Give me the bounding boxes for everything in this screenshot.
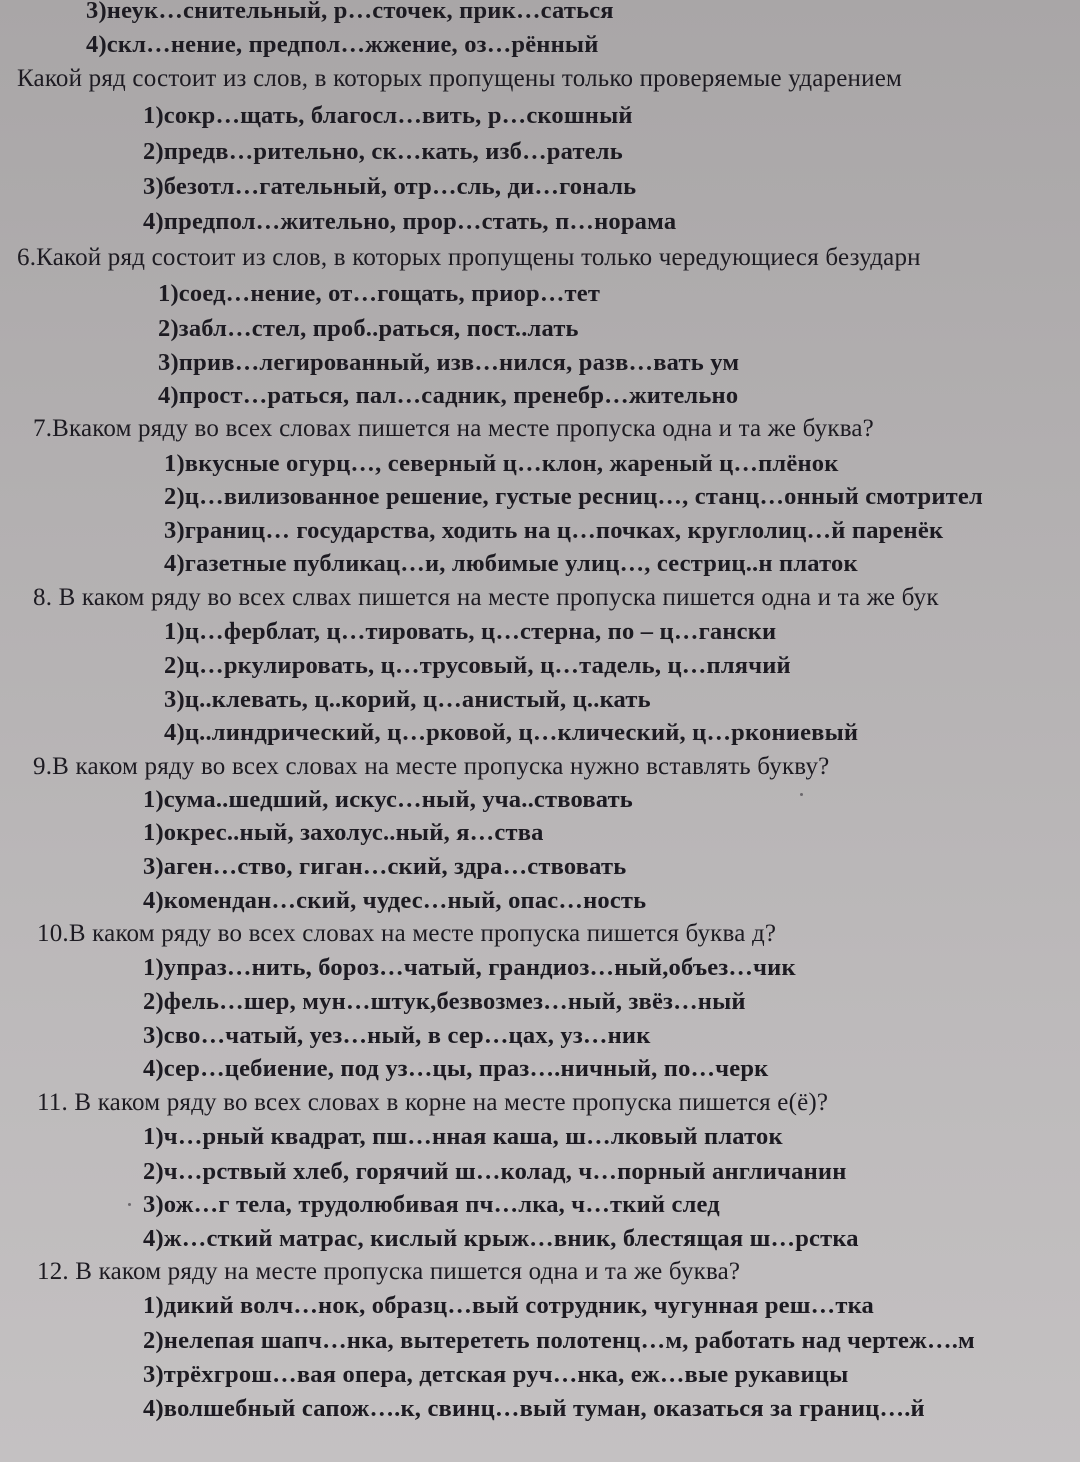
question-7-heading: 7.Вкаком ряду во всех словах пишется на месте пропуска одна и та же буква? (33, 415, 874, 442)
text-line-25: 1)окрес..ный, захолус..ный, я…ства (143, 819, 544, 846)
question-5-heading: Какой ряд состоит из слов, в которых пропущены только проверяемые ударением (17, 65, 903, 92)
text-line-1: 3)неук…снительный, р…сточек, прик…саться (86, 0, 614, 24)
text-line-22: 4)ц..линдрический, ц…рковой, ц…клический, ц…ркониевый (164, 719, 859, 746)
text-line-26: 3)аген…ство, гиган…ский, здра…ствовать (143, 853, 627, 880)
text-line-16: 3)границ… государства, ходить на ц…почках, круглолиц…й паренёк (164, 517, 944, 544)
text-line-24: 1)сума..шедший, искус…ный, уча..ствовать (143, 786, 633, 813)
text-line-41: 3)трёхгрош…вая опера, детская руч…нка, еж…вые рукавицы (143, 1361, 849, 1388)
text-line-32: 4)сер…цебиение, под уз…цы, праз….ничный, по…черк (143, 1055, 769, 1082)
text-line-34: 1)ч…рный квадрат, пш…нная каша, ш…лковый платок (143, 1123, 783, 1150)
text-line-36: 3)ож…г тела, трудолюбивая пч…лка, ч…ткий след (143, 1191, 720, 1218)
text-line-27: 4)комендан…ский, чудес…ный, опас…ность (143, 887, 647, 914)
text-line-10: 2)забл…стел, проб..раться, пост..лать (158, 315, 579, 342)
question-10-heading: 10.В каком ряду во всех словах на месте пропуска пишется буква д? (37, 920, 777, 947)
question-11-heading: 11. В каком ряду во всех словах в корне на месте пропуска пишется е(ё)? (37, 1089, 829, 1116)
text-line-21: 3)ц..клевать, ц..корий, ц…анистый, ц..кать (164, 686, 651, 713)
text-line-12: 4)прост…раться, пал…садник, пренебр…жительно (158, 382, 739, 409)
text-line-14: 1)вкусные огурц…, северный ц…клон, жареный ц…плёнок (164, 450, 839, 477)
text-line-9: 1)соед…нение, от…гощать, приор…тет (158, 280, 601, 307)
paper-speck (128, 1203, 131, 1206)
text-line-19: 1)ц…ферблат, ц…тировать, ц…стерна, по – ц…гански (164, 618, 777, 645)
text-line-6: 3)безотл…гательный, отр…сль, ди…гональ (143, 173, 637, 200)
text-line-4: 1)сокр…щать, благосл…вить, р…скошный (143, 102, 633, 129)
text-line-2: 4)скл…нение, предпол…жжение, оз…рённый (86, 31, 599, 58)
question-12-heading: 12. В каком ряду на месте пропуска пишется одна и та же буква? (37, 1258, 741, 1285)
question-6-heading: 6.Какой ряд состоит из слов, в которых пропущены только чередующиеся безударн (17, 244, 921, 271)
text-line-39: 1)дикий волч…нок, образц…вый сотрудник, чугунная реш…тка (143, 1292, 874, 1319)
text-line-37: 4)ж…сткий матрас, кислый крыж…вник, блестящая ш…рстка (143, 1225, 859, 1252)
text-line-35: 2)ч…рствый хлеб, горячий ш…колад, ч…порный англичанин (143, 1158, 847, 1185)
text-line-15: 2)ц…вилизованное решение, густые ресниц…, станц…онный смотрител (164, 483, 983, 510)
text-line-40: 2)нелепая шапч…нка, вытерететь полотенц…м, работать над чертеж….м (143, 1327, 975, 1354)
text-line-20: 2)ц…ркулировать, ц…трусовый, ц…тадель, ц…плячий (164, 652, 791, 679)
text-line-17: 4)газетные публикац…и, любимые улиц…, сестриц..н платок (164, 550, 858, 577)
paper-speck (800, 793, 803, 796)
text-line-30: 2)фель…шер, мун…штук,безвозмез…ный, звёз…ный (143, 988, 746, 1015)
text-line-31: 3)сво…чатый, уез…ный, в сер…цах, уз…ник (143, 1022, 651, 1049)
text-line-42: 4)волшебный сапож….к, свинц…вый туман, оказаться за границ….й (143, 1395, 925, 1422)
text-line-7: 4)предпол…жительно, прор…стать, п…норама (143, 208, 677, 235)
text-line-29: 1)упраз…нить, бороз…чатый, грандиоз…ный,объез…чик (143, 954, 796, 981)
text-line-11: 3)прив…легированный, изв…нился, разв…вать ум (158, 349, 740, 376)
text-line-5: 2)предв…рительно, ск…кать, изб…ратель (143, 138, 623, 165)
question-9-heading: 9.В каком ряду во всех словах на месте пропуска нужно вставлять букву? (33, 753, 830, 780)
question-8-heading: 8. В каком ряду во всех слвах пишется на месте пропуска пишется одна и та же бук (33, 584, 939, 611)
